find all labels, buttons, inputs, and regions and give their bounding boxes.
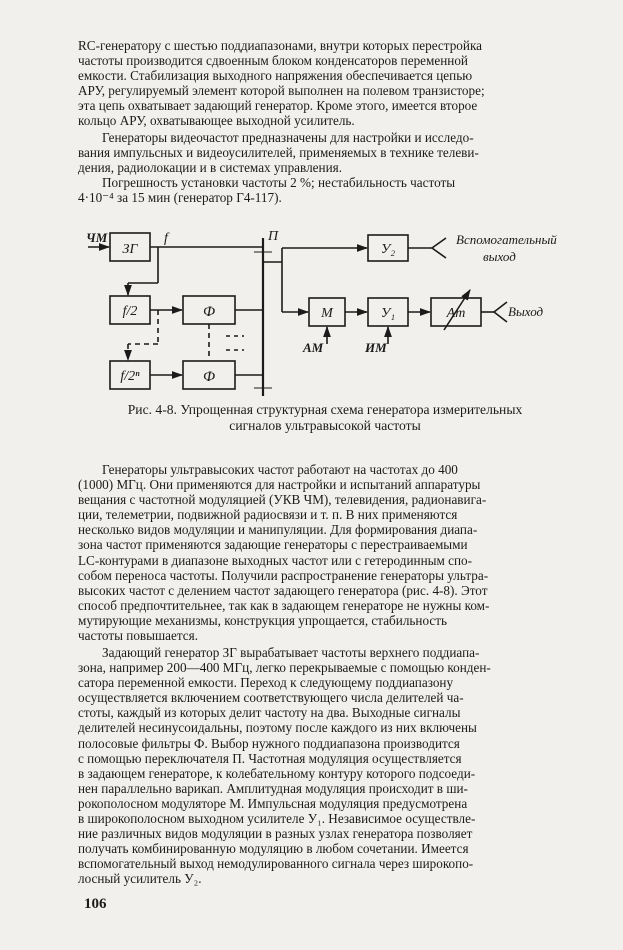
text-line: в широкополосном выходном усилителе У₁. Независимое осуществле-	[78, 811, 476, 827]
div2-label: f/2ⁿ	[120, 369, 140, 384]
text-line: (1000) МГц. Они применяются для настройки и испытаний аппаратуры	[78, 477, 481, 493]
block-diagram	[0, 0, 623, 400]
text-line: рокополосном модуляторе М. Импульсная модуляция предусмотрена	[78, 795, 468, 811]
uhf-generators-paragraph	[78, 462, 572, 643]
text-line: эта цепь охватывает задающий генератор. Кроме этого, имеется второе	[78, 98, 478, 114]
zg-label: ЗГ	[122, 242, 138, 257]
text-line: вещания с частотной модуляцией (УКВ ЧМ), телевидения, радионавига-	[78, 492, 487, 508]
text-line: 4·10⁻⁴ за 15 мин (генератор Г4-117).	[78, 190, 282, 206]
text-line: получать комбинированную модуляцию в любом сочетании. Имеется	[78, 841, 469, 857]
text-line: ние различных видов модуляции в разных узлах генератора позволяет	[78, 826, 473, 842]
text-line: с помощью переключателя П. Частотная модуляция осуществляется	[78, 750, 462, 766]
text-line: АРУ, регулируемый элемент которой выполнен на полевом транзисторе;	[78, 83, 485, 99]
text-line: несколько видов модуляции и манипуляции. Для формирования диапа-	[78, 522, 478, 538]
text-line: полосовые фильтры Ф. Выбор нужного поддиапазона производится	[78, 735, 460, 751]
text-line: высоких частот с делением частот задающего генератора (рис. 4-8). Этот	[78, 582, 488, 598]
text-line: сатора переменной емкости. Переход к следующему поддиапазону	[78, 675, 454, 691]
text-line: емкости. Стабилизация выходного напряжения обеспечивается цепью	[78, 68, 473, 84]
main-output-label: Выход	[508, 304, 544, 319]
aux-output-label-2: выход	[483, 249, 516, 264]
caption-line: Рис. 4-8. Упрощенная структурная схема генератора измерительных	[127, 402, 523, 417]
modulator-label: М	[321, 306, 333, 321]
am-input-label: АМ	[303, 340, 324, 355]
f-signal-label: f	[164, 231, 168, 246]
text-line: мутирующие механизмы, конструкция упрощается, стабильность	[78, 612, 448, 628]
text-line: в задающем генераторе, к колебательному контуру которого подсоеди-	[78, 765, 476, 781]
text-line: частоты производится сдвоенным блоком конденсаторов переменной	[78, 53, 468, 69]
text-line: стоты, каждый из которых делит частоту на два. Выходные сигналы	[78, 705, 461, 721]
text-line: частоты повышается.	[78, 628, 199, 644]
text-line: Генераторы ультравысоких частот работают на частотах до 400	[102, 462, 458, 477]
text-line: способ предпочтительнее, так как в задающем генераторе не нужны ком-	[78, 597, 490, 613]
text-line: Генераторы видеочастот предназначены для настройки и исследо-	[102, 130, 474, 145]
filter1-label: Ф	[202, 304, 216, 320]
text-line: вспомогательный выход немодулированного сигнала через широкопо-	[78, 856, 474, 872]
text-line: LC-контурами в диапазоне выходных частот или с гетеродинным спо-	[78, 552, 473, 568]
text-line: осуществляется включением соответствующего числа делителей ча-	[78, 690, 464, 706]
div1-label: f/2	[122, 304, 138, 319]
text-line: кольцо АРУ, охватывающее выходной усилитель.	[78, 113, 355, 129]
text-line: делителей несинусоидальны, поэтому после каждого из них включены	[78, 720, 477, 736]
amp2-label: У₂	[380, 242, 396, 257]
filter2-label: Ф	[202, 369, 216, 385]
text-line: зона, например 200—400 МГц, легко перекрываемые с помощью конден-	[78, 660, 491, 676]
text-line: нен параллельно варикап. Амплитудная модуляция происходит в ши-	[78, 780, 468, 796]
caption-line: сигналов ультравысокой частоты	[229, 418, 421, 433]
text-line: лосный усилитель У₂.	[78, 871, 202, 887]
text-line: зона частот применяются задающие генераторы с перестраиваемыми	[78, 537, 468, 553]
figure-caption	[78, 402, 572, 434]
page-number: 106	[84, 896, 107, 912]
text-line: Задающий генератор ЗГ вырабатывает частоты верхнего поддиапа-	[102, 645, 480, 660]
im-input-label: ИМ	[365, 340, 387, 355]
text-line: Погрешность установки частоты 2 %; нестабильность частоты	[102, 175, 456, 191]
amp1-label: У₁	[380, 306, 396, 321]
text-line: собом переноса частоты. Получили распространение генераторы ультра-	[78, 567, 489, 583]
text-line: вания импульсных и видеоусилителей, применяемых в технике телеви-	[78, 145, 479, 161]
switch-label: П	[268, 229, 279, 244]
text-line: ции, телеметрии, подвижной радиосвязи и т. п. В них применяются	[78, 507, 458, 523]
master-generator-paragraph	[78, 645, 572, 887]
aux-output-label: Вспомогательный	[456, 232, 557, 247]
text-line: дения, радиолокации и в системах управления.	[78, 160, 342, 176]
chm-input-label: ЧМ	[86, 230, 108, 245]
attenuator-label: Ат	[446, 306, 466, 321]
text-line: RC-генератору с шестью поддиапазонами, внутри которых перестройка	[78, 38, 483, 53]
